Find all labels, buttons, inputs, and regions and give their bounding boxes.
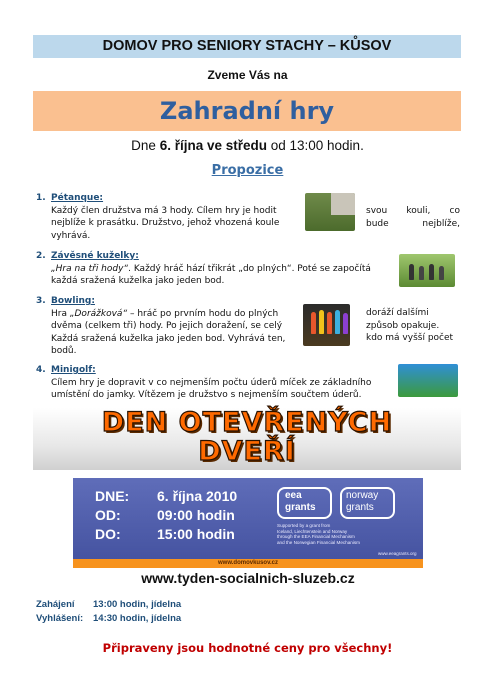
game-text-line: Každý člen družstva má 3 hody. Cílem hry je hodit — [51, 205, 277, 216]
game-text-line: nejblíže k prasátku. Družstvo, jehož vhozená koule — [51, 218, 280, 229]
game-side-text — [366, 307, 462, 345]
game-text-line: Hra „Dorážková“ – hráč po prvním hodu do plných — [51, 308, 279, 319]
eea-grants-logo: eea grants — [277, 487, 332, 519]
grant-support-text: Supported by a grant from Iceland, Liechtenstein and Norway through the EEA Financial Mechanism and the Norwegian Financial Mechanism — [277, 523, 360, 545]
game-text-line: Každá sražená kuželka jako jeden bod. Vyhrává ten, — [51, 333, 286, 344]
skittles-photo — [399, 254, 455, 287]
minigolf-photo — [398, 364, 458, 397]
banner-line-1: DEN OTEVŘENÝCH — [101, 407, 393, 438]
section-title: Propozice — [211, 163, 284, 178]
domov-url: www.domovkusov.cz — [73, 559, 423, 568]
game-text-line: bude nejblíže, — [366, 218, 460, 229]
game-text-line: svou kouli, co — [366, 206, 460, 216]
event-date-line — [0, 138, 495, 153]
game-text-line: způsob opakuje. — [366, 320, 440, 331]
game-text-line: kdo má vyšší počet — [366, 333, 454, 344]
game-heading: 2. Závěsné kuželky: — [36, 251, 139, 261]
game-side-text — [366, 205, 460, 230]
norway-grants-logo: norway grants — [340, 487, 395, 519]
petanque-photo — [305, 193, 355, 231]
organization-header: DOMOV PRO SENIORY STACHY – KŮSOV — [33, 35, 461, 58]
info-row-to: DO: 15:00 hodin — [95, 526, 235, 542]
game-text-line: bodů. — [51, 346, 77, 357]
info-row-from: OD: 09:00 hodin — [95, 507, 235, 523]
schedule-opening: Zahájení 13:00 hodin, jídelna — [36, 599, 182, 610]
game-heading: 4. Minigolf: — [36, 365, 96, 375]
event-date: 6. října ve středu — [159, 138, 267, 153]
game-text-line: doráží dalšími — [366, 308, 429, 318]
schedule-announcement: Vyhlášení: 14:30 hodin, jídelna — [36, 613, 182, 624]
event-title: Zahradní hry — [33, 91, 461, 131]
game-heading: 3. Bowling: — [36, 296, 95, 306]
prizes-note: Připraveny jsou hodnotné ceny pro všechny! — [102, 641, 393, 655]
banner-line-2: DVEŘÍ — [198, 436, 296, 467]
game-text-line: každá sražená kuželka jako jeden bod. — [51, 276, 225, 287]
game-text-line: umístění do jamky. Vítězem je družstvo s nejmenším součtem úderů. — [51, 390, 362, 401]
invitation-text: Zveme Vás na — [207, 68, 288, 82]
info-row-date: DNE: 6. října 2010 — [95, 488, 238, 504]
eea-grants-url: www.eeagrants.org — [378, 551, 417, 556]
week-url: www.tyden-socialnich-sluzeb.cz — [73, 568, 423, 588]
date-prefix: Dne — [131, 138, 160, 153]
game-text-line: dvěma (celkem tři) hody. Po jejich doražení, se celý — [51, 321, 283, 332]
game-text-line: vyhrává. — [51, 230, 91, 241]
bowling-photo — [303, 304, 350, 346]
open-day-info-box — [73, 478, 423, 588]
game-text-line: Cílem hry je dopravit v co nejmenším počtu úderů míček ze základního — [51, 377, 372, 388]
open-day-banner — [33, 408, 461, 470]
game-heading: 1. Pétanque: — [36, 193, 104, 203]
date-suffix: od 13:00 hodin. — [266, 138, 364, 153]
game-text-line: „Hra na tři hody“. Každý hráč hází třikrát „do plných“. Poté se započítá — [51, 263, 371, 274]
